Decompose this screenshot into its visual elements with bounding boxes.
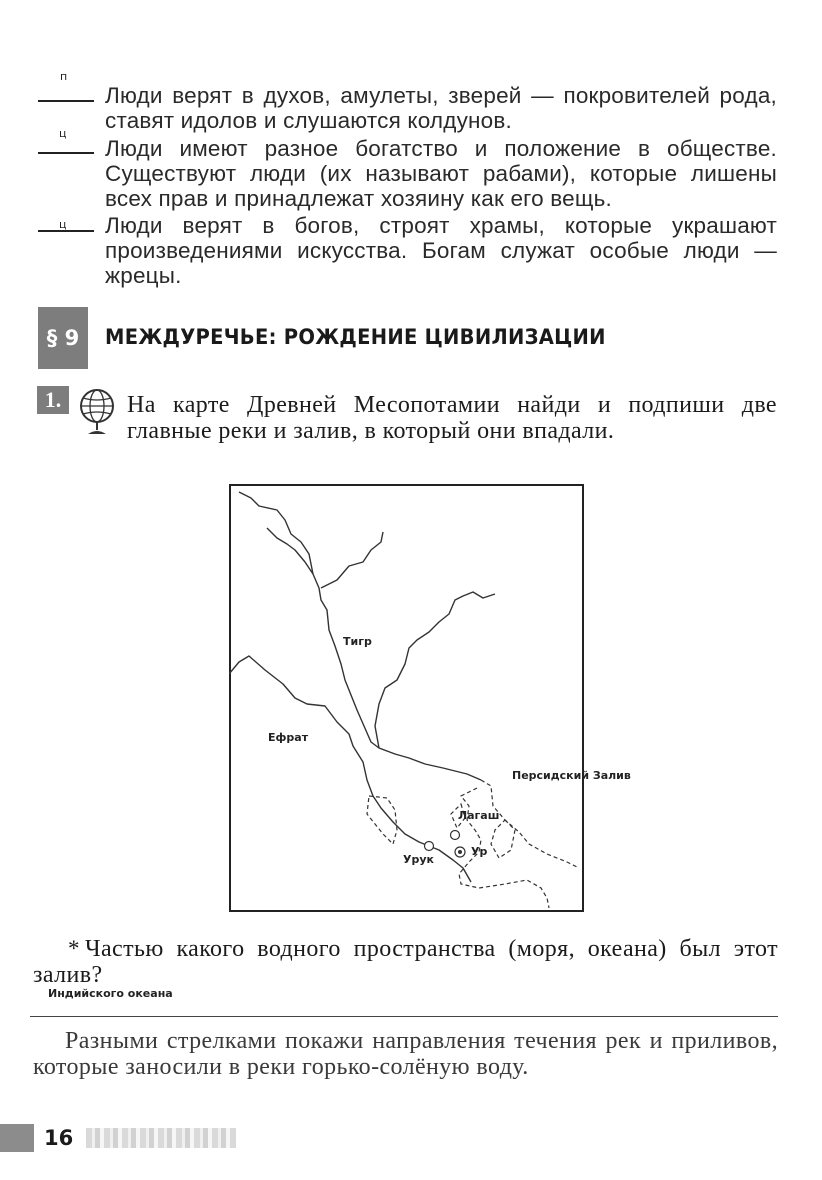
section-title: МЕЖДУРЕЧЬЕ: РОЖДЕНИЕ ЦИВИЛИЗАЦИИ (105, 325, 606, 349)
statement-text-2: Люди имеют разное богатство и положение в обществе. Существуют люди (их называют рабами), которые лишены всех прав и принадлежат хозяину как его вещь. (105, 136, 777, 211)
answer-mark-1: п (60, 70, 68, 83)
task1-text: На карте Древней Месопотамии найди и подпиши две главные реки и залив, в который они впадали. (127, 392, 777, 444)
label-tigris: Тигр (343, 635, 372, 648)
page-strip (0, 1124, 34, 1152)
task2-text: Разными стрелками покажи направления течения рек и приливов, которые заносили в реки горько-солёную воду. (33, 1028, 778, 1080)
question-text: Частью какого водного пространства (моря, океана) был этот залив? (33, 936, 778, 988)
label-lagash: Лагаш (458, 809, 500, 822)
question-answer[interactable]: Индийского океана (48, 987, 173, 1000)
answer-blank-3[interactable] (38, 230, 94, 232)
answer-mark-2: ц (59, 127, 67, 140)
question-marker: * (68, 936, 80, 961)
task-number: 1. (37, 386, 69, 414)
page-number: 16 (44, 1126, 74, 1150)
page-decoration (86, 1128, 236, 1148)
uruk-marker (425, 842, 434, 851)
statement-text-1: Люди верят в духов, амулеты, зверей — покровителей рода, ставят идолов и слушаются колдунов. (105, 83, 777, 133)
label-ur: Ур (471, 845, 488, 858)
section-number: § 9 (38, 307, 88, 369)
euphrates-river (229, 656, 471, 882)
label-persian-gulf: Персидский Залив (512, 769, 631, 782)
mesopotamia-map[interactable] (229, 484, 584, 912)
divider (30, 1016, 778, 1017)
label-uruk: Урук (403, 853, 434, 866)
answer-blank-2[interactable] (38, 152, 94, 154)
answer-mark-3: ц (59, 218, 67, 231)
statement-text-3: Люди верят в богов, строят храмы, которые украшают произведениями искусства. Богам служат особые люди — жрецы. (105, 213, 777, 288)
answer-blank-1[interactable] (38, 100, 94, 102)
globe-icon (74, 384, 120, 438)
label-euphrates: Ефрат (268, 731, 309, 744)
lagash-marker (451, 831, 460, 840)
